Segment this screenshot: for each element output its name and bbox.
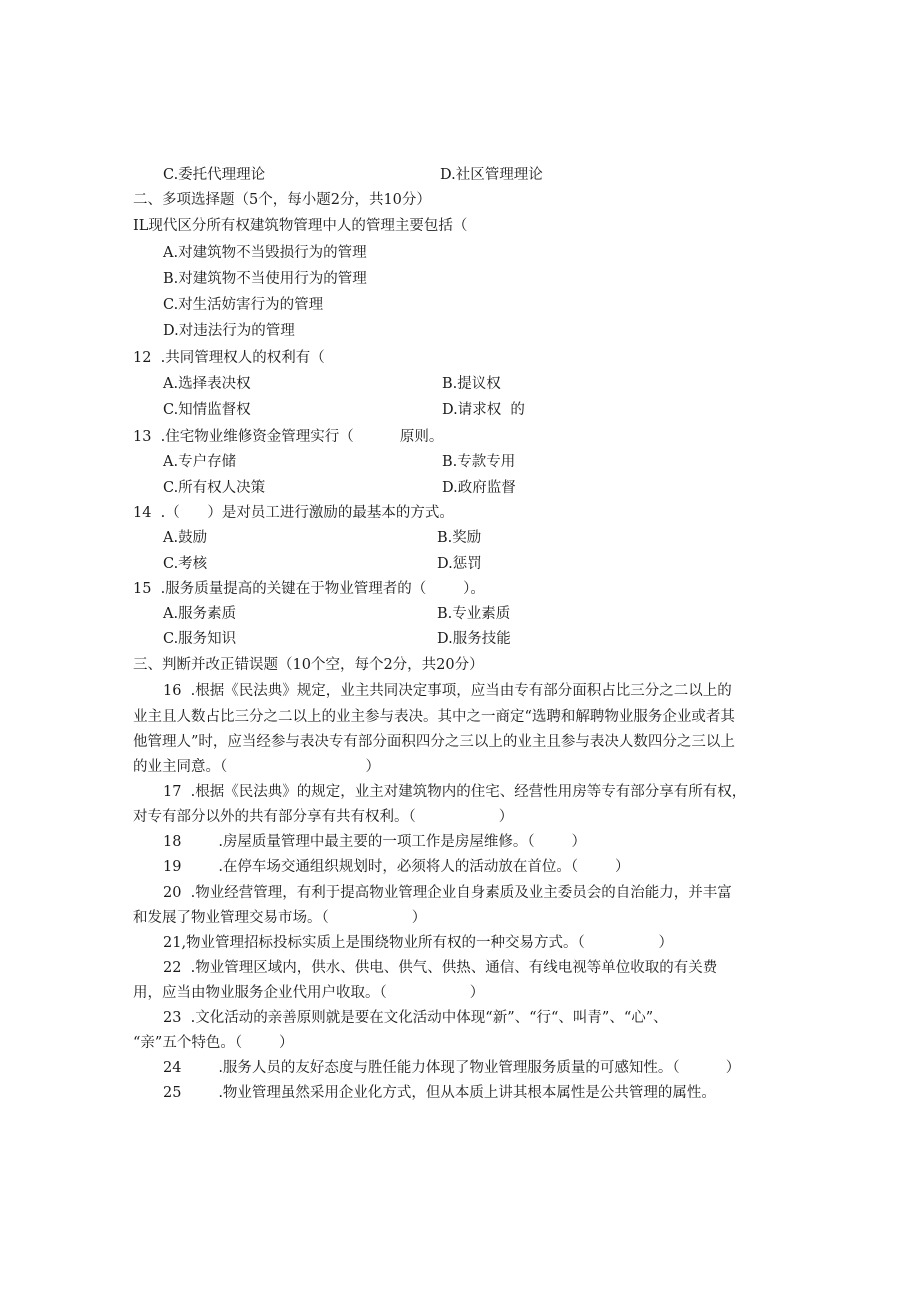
paragraph-line: 23 .文化活动的亲善原则就是要在文化活动中体现“新”、“行“、叫青”、“心”、 bbox=[163, 1010, 668, 1026]
option-b: B.专款专用 bbox=[442, 454, 516, 470]
option-c: C.委托代理理论 bbox=[163, 167, 266, 183]
option-a: A.服务素质 bbox=[163, 606, 237, 622]
paragraph-line: 22 .物业管理区域内，供水、供电、供气、供热、通信、有线电视等单位收取的有关费 bbox=[163, 960, 718, 976]
option-c: C.所有权人决策 bbox=[163, 480, 266, 496]
section-heading: 二、多项选择题（5个，每小题2分，共10分） bbox=[133, 192, 431, 208]
question-stem: 13 .住宅物业维修资金管理实行（ 原则。 bbox=[133, 429, 444, 445]
paragraph-line: 和发展了物业管理交易市场。（ ） bbox=[133, 910, 427, 926]
paragraph-line: 19 .在停车场交通组织规划时，必须将人的活动放在首位。（ ） bbox=[163, 859, 630, 875]
question-stem: 14 .（ ）是对员工进行激励的最基本的方式。 bbox=[133, 505, 454, 521]
paragraph-line: 17 .根据《民法典》的规定，业主对建筑物内的住宅、经营性用房等专有部分享有所有权， bbox=[163, 784, 747, 800]
section-heading: 三、判断并改正错误题（10个空，每个2分，共20分） bbox=[133, 657, 484, 673]
paragraph-line: 的业主同意。（ ） bbox=[133, 759, 381, 775]
paragraph-line: 21,物业管理招标投标实质上是围绕物业所有权的一种交易方式。（ ） bbox=[163, 935, 674, 951]
option-c: C.对生活妨害行为的管理 bbox=[163, 297, 324, 313]
option-c: C.知情监督权 bbox=[163, 402, 251, 418]
option-d: D.请求权 的 bbox=[442, 402, 525, 418]
option-d: D.惩罚 bbox=[437, 556, 482, 572]
paragraph-line: 业主且人数占比三分之二以上的业主参与表决。其中之一商定“选聘和解聘物业服务企业或者其 bbox=[133, 709, 735, 725]
question-stem: 15 .服务质量提高的关键在于物业管理者的（ ）。 bbox=[133, 581, 485, 597]
paragraph-line: 25 .物业管理虽然采用企业化方式，但从本质上讲其根本属性是公共管理的属性。 bbox=[163, 1085, 716, 1101]
option-b: B.奖励 bbox=[437, 530, 482, 546]
paragraph-line: 他管理人”时，应当经参与表决专有部分面积四分之三以上的业主且参与表决人数四分之三以上 bbox=[133, 734, 735, 750]
option-b: B.专业素质 bbox=[437, 606, 511, 622]
option-a: A.对建筑物不当毁损行为的管理 bbox=[163, 245, 367, 261]
question-stem: IL现代区分所有权建筑物管理中人的管理主要包括（ bbox=[133, 218, 468, 234]
option-a: A.选择表决权 bbox=[163, 376, 251, 392]
option-d: D.对违法行为的管理 bbox=[163, 323, 295, 339]
paragraph-line: 20 .物业经营管理，有利于提高物业管理企业自身素质及业主委员会的自治能力，并丰富 bbox=[163, 885, 732, 901]
paragraph-line: 用，应当由物业服务企业代用户收取。（ ） bbox=[133, 985, 485, 1001]
option-d: D.政府监督 bbox=[442, 480, 516, 496]
option-c: C.服务知识 bbox=[163, 631, 237, 647]
paragraph-line: 24 .服务人员的友好态度与胜任能力体现了物业管理服务质量的可感知性。（ ） bbox=[163, 1060, 741, 1076]
option-c: C.考核 bbox=[163, 556, 208, 572]
option-a: A.专户存储 bbox=[163, 454, 237, 470]
option-a: A.鼓励 bbox=[163, 530, 208, 546]
option-b: B.对建筑物不当使用行为的管理 bbox=[163, 271, 367, 287]
paragraph-line: 16 .根据《民法典》规定，业主共同决定事项，应当由专有部分面积占比三分之二以上的 bbox=[163, 683, 732, 699]
paragraph-line: 18 .房屋质量管理中最主要的一项工作是房屋维修。（ ） bbox=[163, 834, 587, 850]
paragraph-line: “亲”五个特色。（ ） bbox=[133, 1035, 294, 1051]
paragraph-line: 对专有部分以外的共有部分享有共有权利。（ ） bbox=[133, 809, 514, 825]
option-d: D.社区管理理论 bbox=[440, 167, 543, 183]
option-d: D.服务技能 bbox=[437, 631, 511, 647]
option-b: B.提议权 bbox=[442, 376, 501, 392]
question-stem: 12 .共同管理权人的权利有（ bbox=[133, 350, 325, 366]
